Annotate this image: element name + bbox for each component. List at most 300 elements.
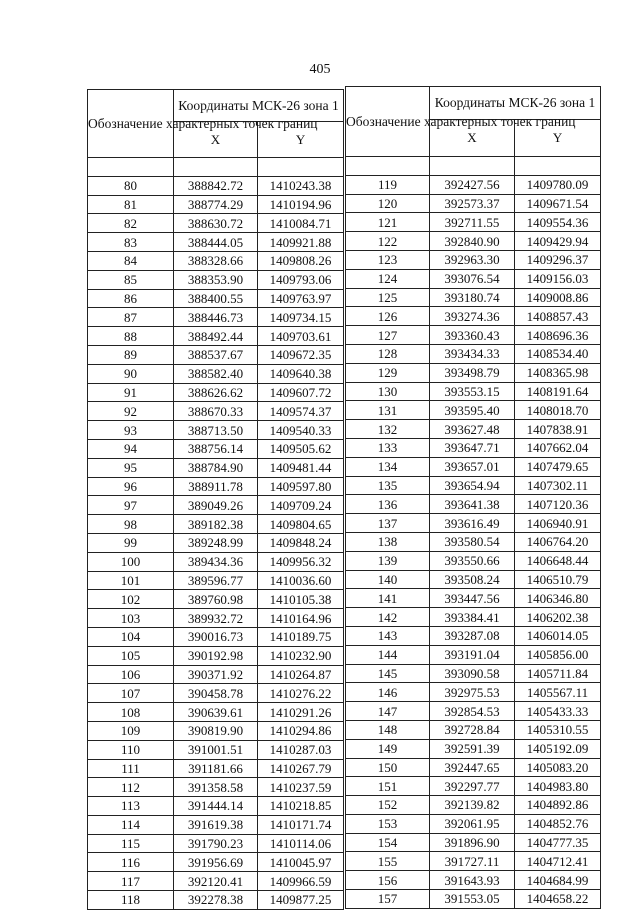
- table-row: [346, 645, 601, 664]
- table-row: [346, 871, 601, 890]
- x-coordinate-cell: 388353.90: [174, 270, 258, 289]
- point-id-cell: 95: [88, 458, 174, 477]
- point-id-cell: 109: [88, 721, 174, 740]
- point-id-cell: 106: [88, 665, 174, 684]
- y-coordinate-cell: 1406764.20: [515, 532, 601, 551]
- point-id-cell: 145: [346, 664, 430, 683]
- y-coordinate-cell: 1410294.86: [258, 721, 344, 740]
- table-row: [88, 571, 344, 590]
- point-id-cell: 142: [346, 608, 430, 627]
- x-coordinate-cell: 393274.36: [430, 307, 515, 326]
- x-coordinate-cell: 390192.98: [174, 646, 258, 665]
- point-id-cell: 91: [88, 383, 174, 402]
- x-coordinate-cell: 392591.39: [430, 739, 515, 758]
- point-id-cell: 117: [88, 872, 174, 891]
- table-row: [88, 477, 344, 496]
- table-row: [346, 344, 601, 363]
- y-coordinate-cell: 1409574.37: [258, 402, 344, 421]
- point-id-cell: 125: [346, 288, 430, 307]
- table-row: [88, 515, 344, 534]
- x-coordinate-cell: 390371.92: [174, 665, 258, 684]
- table-row: [88, 327, 344, 346]
- y-coordinate-cell: 1410276.22: [258, 684, 344, 703]
- y-coordinate-cell: 1409804.65: [258, 515, 344, 534]
- x-coordinate-cell: 388756.14: [174, 439, 258, 458]
- y-coordinate-cell: 1409956.32: [258, 552, 344, 571]
- y-coordinate-cell: 1409921.88: [258, 233, 344, 252]
- point-id-cell: 80: [88, 176, 174, 195]
- y-coordinate-cell: 1409540.33: [258, 421, 344, 440]
- point-id-cell: 85: [88, 270, 174, 289]
- x-coordinate-cell: 388492.44: [174, 327, 258, 346]
- x-coordinate-cell: 393657.01: [430, 457, 515, 476]
- table-body-left: [88, 158, 344, 910]
- y-coordinate-cell: 1410036.60: [258, 571, 344, 590]
- point-id-cell: 113: [88, 797, 174, 816]
- x-coordinate-cell: 390458.78: [174, 684, 258, 703]
- point-id-cell: 149: [346, 739, 430, 758]
- table-row: [346, 382, 601, 401]
- point-id-cell: 92: [88, 402, 174, 421]
- table-row: [88, 759, 344, 778]
- y-coordinate-cell: 1409877.25: [258, 891, 344, 910]
- y-coordinate-cell: 1407302.11: [515, 476, 601, 495]
- point-id-cell: 81: [88, 195, 174, 214]
- coordinates-table-left: [87, 89, 344, 910]
- y-coordinate-cell: 1410189.75: [258, 627, 344, 646]
- x-coordinate-cell: 393447.56: [430, 589, 515, 608]
- x-coordinate-cell: 393647.71: [430, 438, 515, 457]
- x-coordinate-cell: 392854.53: [430, 702, 515, 721]
- x-coordinate-cell: 389248.99: [174, 533, 258, 552]
- x-coordinate-cell: 392447.65: [430, 758, 515, 777]
- y-coordinate-cell: 1409481.44: [258, 458, 344, 477]
- table-row: [346, 420, 601, 439]
- table-row: [88, 797, 344, 816]
- x-coordinate-cell: 393434.33: [430, 344, 515, 363]
- y-coordinate-cell: 1409763.97: [258, 289, 344, 308]
- point-id-cell: 108: [88, 703, 174, 722]
- table-row: [346, 213, 601, 232]
- point-id-cell: 90: [88, 364, 174, 383]
- y-coordinate-cell: 1410114.06: [258, 834, 344, 853]
- y-coordinate-cell: 1405711.84: [515, 664, 601, 683]
- point-id-cell: 126: [346, 307, 430, 326]
- table-row: [346, 250, 601, 269]
- y-coordinate-cell: 1409672.35: [258, 345, 344, 364]
- point-id-cell: 154: [346, 833, 430, 852]
- x-coordinate-cell: 391619.38: [174, 815, 258, 834]
- x-coordinate-cell: 390016.73: [174, 627, 258, 646]
- y-coordinate-cell: 1409808.26: [258, 251, 344, 270]
- table-row: [88, 195, 344, 214]
- point-id-cell: 103: [88, 609, 174, 628]
- x-coordinate-cell: 391553.05: [430, 890, 515, 909]
- table-row: [346, 514, 601, 533]
- x-coordinate-cell: 392297.77: [430, 777, 515, 796]
- x-coordinate-cell: 391790.23: [174, 834, 258, 853]
- x-coordinate-cell: 392573.37: [430, 194, 515, 213]
- x-coordinate-cell: 393508.24: [430, 570, 515, 589]
- x-coordinate-cell: 393360.43: [430, 326, 515, 345]
- point-id-cell: 115: [88, 834, 174, 853]
- table-row: [88, 590, 344, 609]
- point-id-cell: 143: [346, 626, 430, 645]
- table-row: [346, 664, 601, 683]
- point-id-cell: 86: [88, 289, 174, 308]
- table-row: [346, 401, 601, 420]
- y-coordinate-cell: 1409640.38: [258, 364, 344, 383]
- x-coordinate-cell: 393287.08: [430, 626, 515, 645]
- y-coordinate-cell: 1409008.86: [515, 288, 601, 307]
- y-coordinate-cell: 1406940.91: [515, 514, 601, 533]
- table-row: [346, 326, 601, 345]
- x-coordinate-cell: 392728.84: [430, 720, 515, 739]
- y-coordinate-cell: 1407120.36: [515, 495, 601, 514]
- table-row: [346, 495, 601, 514]
- y-coordinate-cell: 1410237.59: [258, 778, 344, 797]
- table-row: [88, 496, 344, 515]
- point-id-cell: 141: [346, 589, 430, 608]
- point-id-cell: 124: [346, 269, 430, 288]
- point-id-cell: 93: [88, 421, 174, 440]
- x-coordinate-cell: 393580.54: [430, 532, 515, 551]
- table-row: [346, 551, 601, 570]
- x-coordinate-cell: 392427.56: [430, 175, 515, 194]
- x-coordinate-cell: 392711.55: [430, 213, 515, 232]
- y-coordinate-cell: 1408696.36: [515, 326, 601, 345]
- x-coordinate-cell: 391956.69: [174, 853, 258, 872]
- y-coordinate-cell: 1404983.80: [515, 777, 601, 796]
- point-id-cell: 83: [88, 233, 174, 252]
- table-row: [346, 833, 601, 852]
- y-coordinate-cell: 1405433.33: [515, 702, 601, 721]
- x-coordinate-cell: 389182.38: [174, 515, 258, 534]
- x-coordinate-cell: 388444.05: [174, 233, 258, 252]
- table-row: [346, 702, 601, 721]
- y-coordinate-cell: 1408365.98: [515, 363, 601, 382]
- table-row: [88, 439, 344, 458]
- point-id-cell: 97: [88, 496, 174, 515]
- y-coordinate-cell: 1406648.44: [515, 551, 601, 570]
- table-row: [88, 458, 344, 477]
- x-coordinate-cell: 393627.48: [430, 420, 515, 439]
- x-coordinate-cell: 388582.40: [174, 364, 258, 383]
- point-id-cell: 110: [88, 740, 174, 759]
- table-row: [346, 758, 601, 777]
- y-coordinate-cell: 1410105.38: [258, 590, 344, 609]
- y-coordinate-cell: 1409296.37: [515, 250, 601, 269]
- point-id-cell: 101: [88, 571, 174, 590]
- table-row: [346, 457, 601, 476]
- point-id-cell: 133: [346, 438, 430, 457]
- table-row: [346, 796, 601, 815]
- y-coordinate-cell: 1407838.91: [515, 420, 601, 439]
- table-row: [346, 438, 601, 457]
- point-id-cell: 118: [88, 891, 174, 910]
- point-id-cell: 121: [346, 213, 430, 232]
- point-id-cell: 98: [88, 515, 174, 534]
- point-designation-header: Обозначение характерных точек границ: [346, 87, 430, 157]
- table-body-right: [346, 157, 601, 909]
- y-coordinate-cell: 1404852.76: [515, 814, 601, 833]
- table-row: [346, 232, 601, 251]
- y-coordinate-cell: 1405083.20: [515, 758, 601, 777]
- x-coordinate-cell: 388670.33: [174, 402, 258, 421]
- y-coordinate-cell: 1405310.55: [515, 720, 601, 739]
- table-row: [88, 421, 344, 440]
- x-coordinate-cell: 388842.72: [174, 176, 258, 195]
- y-coordinate-cell: 1410218.85: [258, 797, 344, 816]
- point-id-cell: 146: [346, 683, 430, 702]
- y-coordinate-cell: 1409848.24: [258, 533, 344, 552]
- point-id-cell: 132: [346, 420, 430, 439]
- y-coordinate-cell: 1409597.80: [258, 477, 344, 496]
- y-coordinate-cell: 1404892.86: [515, 796, 601, 815]
- table-row: [346, 269, 601, 288]
- point-id-cell: 104: [88, 627, 174, 646]
- x-coordinate-cell: 393090.58: [430, 664, 515, 683]
- table-row: [346, 814, 601, 833]
- table-row: [88, 891, 344, 910]
- x-coordinate-cell: 391181.66: [174, 759, 258, 778]
- y-coordinate-cell: 1405567.11: [515, 683, 601, 702]
- x-coordinate-cell: 391001.51: [174, 740, 258, 759]
- point-id-cell: 105: [88, 646, 174, 665]
- x-coordinate-cell: 391896.90: [430, 833, 515, 852]
- point-designation-header: Обозначение характерных точек границ: [88, 90, 174, 158]
- x-coordinate-cell: 393641.38: [430, 495, 515, 514]
- x-coordinate-cell: 388400.55: [174, 289, 258, 308]
- x-coordinate-cell: 392120.41: [174, 872, 258, 891]
- x-coordinate-cell: 391643.93: [430, 871, 515, 890]
- point-id-cell: 88: [88, 327, 174, 346]
- table-row: [346, 890, 601, 909]
- table-row: [346, 626, 601, 645]
- header-gap: [346, 157, 601, 176]
- table-row: [88, 721, 344, 740]
- y-coordinate-cell: 1409607.72: [258, 383, 344, 402]
- x-coordinate-cell: 388784.90: [174, 458, 258, 477]
- y-coordinate-cell: 1410194.96: [258, 195, 344, 214]
- x-coordinate-cell: 390639.61: [174, 703, 258, 722]
- y-coordinate-cell: 1405192.09: [515, 739, 601, 758]
- point-id-cell: 128: [346, 344, 430, 363]
- x-coordinate-cell: 388626.62: [174, 383, 258, 402]
- x-coordinate-cell: 388774.29: [174, 195, 258, 214]
- x-coordinate-cell: 388911.78: [174, 477, 258, 496]
- coordinate-system-header: Координаты МСК-26 зона 1: [430, 87, 601, 120]
- table-row: [346, 683, 601, 702]
- x-coordinate-cell: 393498.79: [430, 363, 515, 382]
- table-row: [88, 270, 344, 289]
- x-coordinate-cell: 388446.73: [174, 308, 258, 327]
- table-row: [88, 703, 344, 722]
- point-id-cell: 94: [88, 439, 174, 458]
- point-id-cell: 102: [88, 590, 174, 609]
- y-coordinate-cell: 1408018.70: [515, 401, 601, 420]
- table-row: [346, 777, 601, 796]
- x-coordinate-cell: 388537.67: [174, 345, 258, 364]
- y-column-header: Y: [515, 120, 601, 157]
- table-row: [88, 533, 344, 552]
- table-row: [88, 383, 344, 402]
- table-row: [88, 402, 344, 421]
- header-gap: [88, 158, 344, 177]
- point-id-cell: 151: [346, 777, 430, 796]
- table-row: [346, 194, 601, 213]
- x-coordinate-cell: 393191.04: [430, 645, 515, 664]
- x-coordinate-cell: 393595.40: [430, 401, 515, 420]
- point-id-cell: 119: [346, 175, 430, 194]
- y-coordinate-cell: 1410264.87: [258, 665, 344, 684]
- x-coordinate-cell: 393654.94: [430, 476, 515, 495]
- x-coordinate-cell: 392963.30: [430, 250, 515, 269]
- table-row: [88, 834, 344, 853]
- table-row: [88, 872, 344, 891]
- y-coordinate-cell: 1410243.38: [258, 176, 344, 195]
- y-coordinate-cell: 1408857.43: [515, 307, 601, 326]
- y-coordinate-cell: 1409780.09: [515, 175, 601, 194]
- point-id-cell: 99: [88, 533, 174, 552]
- point-id-cell: 150: [346, 758, 430, 777]
- table-row: [346, 852, 601, 871]
- table-row: [88, 308, 344, 327]
- y-coordinate-cell: 1409709.24: [258, 496, 344, 515]
- point-id-cell: 152: [346, 796, 430, 815]
- point-id-cell: 137: [346, 514, 430, 533]
- x-coordinate-cell: 393076.54: [430, 269, 515, 288]
- table-row: [346, 532, 601, 551]
- table-row: [88, 778, 344, 797]
- y-coordinate-cell: 1407479.65: [515, 457, 601, 476]
- table-row: [88, 251, 344, 270]
- x-coordinate-cell: 393616.49: [430, 514, 515, 533]
- table-row: [346, 720, 601, 739]
- y-coordinate-cell: 1409429.94: [515, 232, 601, 251]
- y-coordinate-cell: 1405856.00: [515, 645, 601, 664]
- point-id-cell: 87: [88, 308, 174, 327]
- point-id-cell: 112: [88, 778, 174, 797]
- y-coordinate-cell: 1410267.79: [258, 759, 344, 778]
- page-number: 405: [309, 62, 331, 77]
- point-id-cell: 131: [346, 401, 430, 420]
- table-row: [346, 589, 601, 608]
- y-coordinate-cell: 1408534.40: [515, 344, 601, 363]
- point-id-cell: 144: [346, 645, 430, 664]
- table-row: [88, 552, 344, 571]
- x-coordinate-cell: 391358.58: [174, 778, 258, 797]
- y-coordinate-cell: 1406014.05: [515, 626, 601, 645]
- y-coordinate-cell: 1410084.71: [258, 214, 344, 233]
- table-row: [346, 608, 601, 627]
- point-id-cell: 157: [346, 890, 430, 909]
- table-row: [88, 609, 344, 628]
- y-coordinate-cell: 1406202.38: [515, 608, 601, 627]
- table-row: [88, 627, 344, 646]
- x-coordinate-cell: 389434.36: [174, 552, 258, 571]
- point-id-cell: 89: [88, 345, 174, 364]
- x-coordinate-cell: 391444.14: [174, 797, 258, 816]
- table-row: [88, 345, 344, 364]
- x-coordinate-cell: 392278.38: [174, 891, 258, 910]
- point-id-cell: 140: [346, 570, 430, 589]
- x-coordinate-cell: 392061.95: [430, 814, 515, 833]
- point-id-cell: 116: [88, 853, 174, 872]
- table-row: [346, 363, 601, 382]
- table-row: [88, 665, 344, 684]
- point-id-cell: 155: [346, 852, 430, 871]
- point-id-cell: 100: [88, 552, 174, 571]
- table-row: [346, 739, 601, 758]
- x-coordinate-cell: 388328.66: [174, 251, 258, 270]
- x-coordinate-cell: 388630.72: [174, 214, 258, 233]
- x-coordinate-cell: 390819.90: [174, 721, 258, 740]
- point-id-cell: 148: [346, 720, 430, 739]
- y-coordinate-cell: 1410291.26: [258, 703, 344, 722]
- table-row: [88, 289, 344, 308]
- y-coordinate-cell: 1407662.04: [515, 438, 601, 457]
- y-coordinate-cell: 1410232.90: [258, 646, 344, 665]
- point-id-cell: 122: [346, 232, 430, 251]
- point-id-cell: 127: [346, 326, 430, 345]
- coordinate-system-header: Координаты МСК-26 зона 1: [174, 90, 344, 122]
- y-coordinate-cell: 1406510.79: [515, 570, 601, 589]
- point-id-cell: 96: [88, 477, 174, 496]
- table-row: [346, 570, 601, 589]
- point-id-cell: 136: [346, 495, 430, 514]
- point-id-cell: 153: [346, 814, 430, 833]
- point-id-cell: 156: [346, 871, 430, 890]
- y-coordinate-cell: 1410045.97: [258, 853, 344, 872]
- table-row: [346, 476, 601, 495]
- table-row: [88, 740, 344, 759]
- x-coordinate-cell: 389049.26: [174, 496, 258, 515]
- x-coordinate-cell: 389596.77: [174, 571, 258, 590]
- y-coordinate-cell: 1409671.54: [515, 194, 601, 213]
- table-row: [88, 853, 344, 872]
- point-id-cell: 135: [346, 476, 430, 495]
- table-row: [88, 233, 344, 252]
- x-column-header: X: [430, 120, 515, 157]
- table-row: [88, 815, 344, 834]
- point-id-cell: 120: [346, 194, 430, 213]
- y-coordinate-cell: 1409703.61: [258, 327, 344, 346]
- point-id-cell: 82: [88, 214, 174, 233]
- y-coordinate-cell: 1406346.80: [515, 589, 601, 608]
- y-coordinate-cell: 1409966.59: [258, 872, 344, 891]
- point-id-cell: 84: [88, 251, 174, 270]
- x-coordinate-cell: 391727.11: [430, 852, 515, 871]
- y-coordinate-cell: 1409156.03: [515, 269, 601, 288]
- table-row: [88, 214, 344, 233]
- point-id-cell: 123: [346, 250, 430, 269]
- coordinates-table-right: [345, 86, 601, 909]
- x-coordinate-cell: 389932.72: [174, 609, 258, 628]
- table-row: [88, 364, 344, 383]
- x-coordinate-cell: 392139.82: [430, 796, 515, 815]
- y-coordinate-cell: 1410164.96: [258, 609, 344, 628]
- y-coordinate-cell: 1410287.03: [258, 740, 344, 759]
- point-id-cell: 147: [346, 702, 430, 721]
- y-coordinate-cell: 1404658.22: [515, 890, 601, 909]
- y-coordinate-cell: 1409734.15: [258, 308, 344, 327]
- y-coordinate-cell: 1409793.06: [258, 270, 344, 289]
- y-column-header: Y: [258, 122, 344, 158]
- table-row: [346, 175, 601, 194]
- y-coordinate-cell: 1409505.62: [258, 439, 344, 458]
- table-row: [88, 684, 344, 703]
